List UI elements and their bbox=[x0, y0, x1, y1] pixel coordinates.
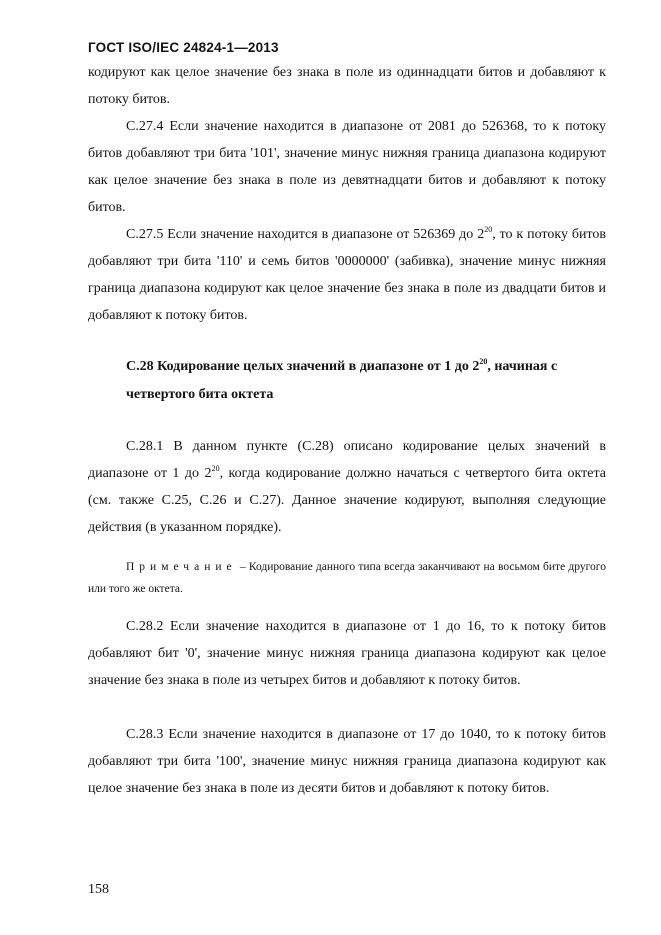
paragraph-c27-5 bbox=[88, 221, 606, 329]
note-label: Примечание bbox=[126, 561, 237, 573]
paragraph-c28-2 bbox=[88, 613, 606, 694]
paragraph-text: кодируют как целое значение без знака в поле из одиннадцати битов и добавляют к потоку битов. bbox=[88, 65, 606, 107]
section-heading-c28 bbox=[126, 353, 606, 409]
paragraph-c28-1 bbox=[88, 433, 606, 541]
page-number: 158 bbox=[88, 882, 109, 897]
exponent: 20 bbox=[479, 357, 488, 366]
paragraph-c28-3 bbox=[88, 721, 606, 802]
exponent: 20 bbox=[484, 225, 493, 234]
paragraph-text-start: С.27.5 Если значение находится в диапазоне от 526369 до 2 bbox=[126, 227, 485, 242]
paragraph-text: С.27.4 Если значение находится в диапазоне от 2081 до 526368, то к потоку битов добавляют три бита '101', значение минус нижняя граница диапазона кодируют как целое значение без знака в поле из девятнадцати битов и добавляют к потоку битов. bbox=[88, 119, 606, 215]
exponent: 20 bbox=[211, 464, 220, 473]
paragraph-text-start: С.28.1 В данном пункте (С.28) описано кодирование целых значений в диапазоне от 1 до 2 bbox=[88, 439, 606, 481]
paragraph-text-end: , то к потоку битов добавляют три бита '110' и семь битов '0000000' (забивка), значение минус нижняя граница диапазона кодируют как целое значение без знака в поле из двадцати битов и добавляют к потоку битов. bbox=[88, 227, 606, 323]
heading-text-start: С.28 Кодирование целых значений в диапазоне от 1 до 2 bbox=[126, 359, 480, 374]
paragraph-c27-4 bbox=[88, 113, 606, 221]
document-header: ГОСТ ISO/IEC 24824-1—2013 bbox=[88, 40, 279, 55]
paragraph-continuation bbox=[88, 59, 606, 113]
paragraph-text: С.28.2 Если значение находится в диапазоне от 1 до 16, то к потоку битов добавляют бит '0', значение минус нижняя граница диапазона кодируют как целое значение без знака в поле из четырех битов и добавляют к потоку битов. bbox=[88, 619, 606, 688]
heading-text-end: , начиная с четвертого бита октета bbox=[126, 359, 558, 402]
paragraph-text: С.28.3 Если значение находится в диапазоне от 17 до 1040, то к потоку битов добавляют три бита '100', значение минус нижняя граница диапазона кодируют как целое значение без знака в поле из десяти битов и добавляют к потоку битов. bbox=[88, 727, 606, 796]
note-block bbox=[88, 556, 606, 600]
paragraph-text-end: , когда кодирование должно начаться с четвертого бита октета (см. также С.25, С.26 и С.27). Данное значение кодируют, выполняя следующие действия (в указанном порядке). bbox=[88, 466, 606, 535]
note-text: – Кодирование данного типа всегда заканчивают на восьмом бите другого или того же октета. bbox=[88, 561, 606, 595]
